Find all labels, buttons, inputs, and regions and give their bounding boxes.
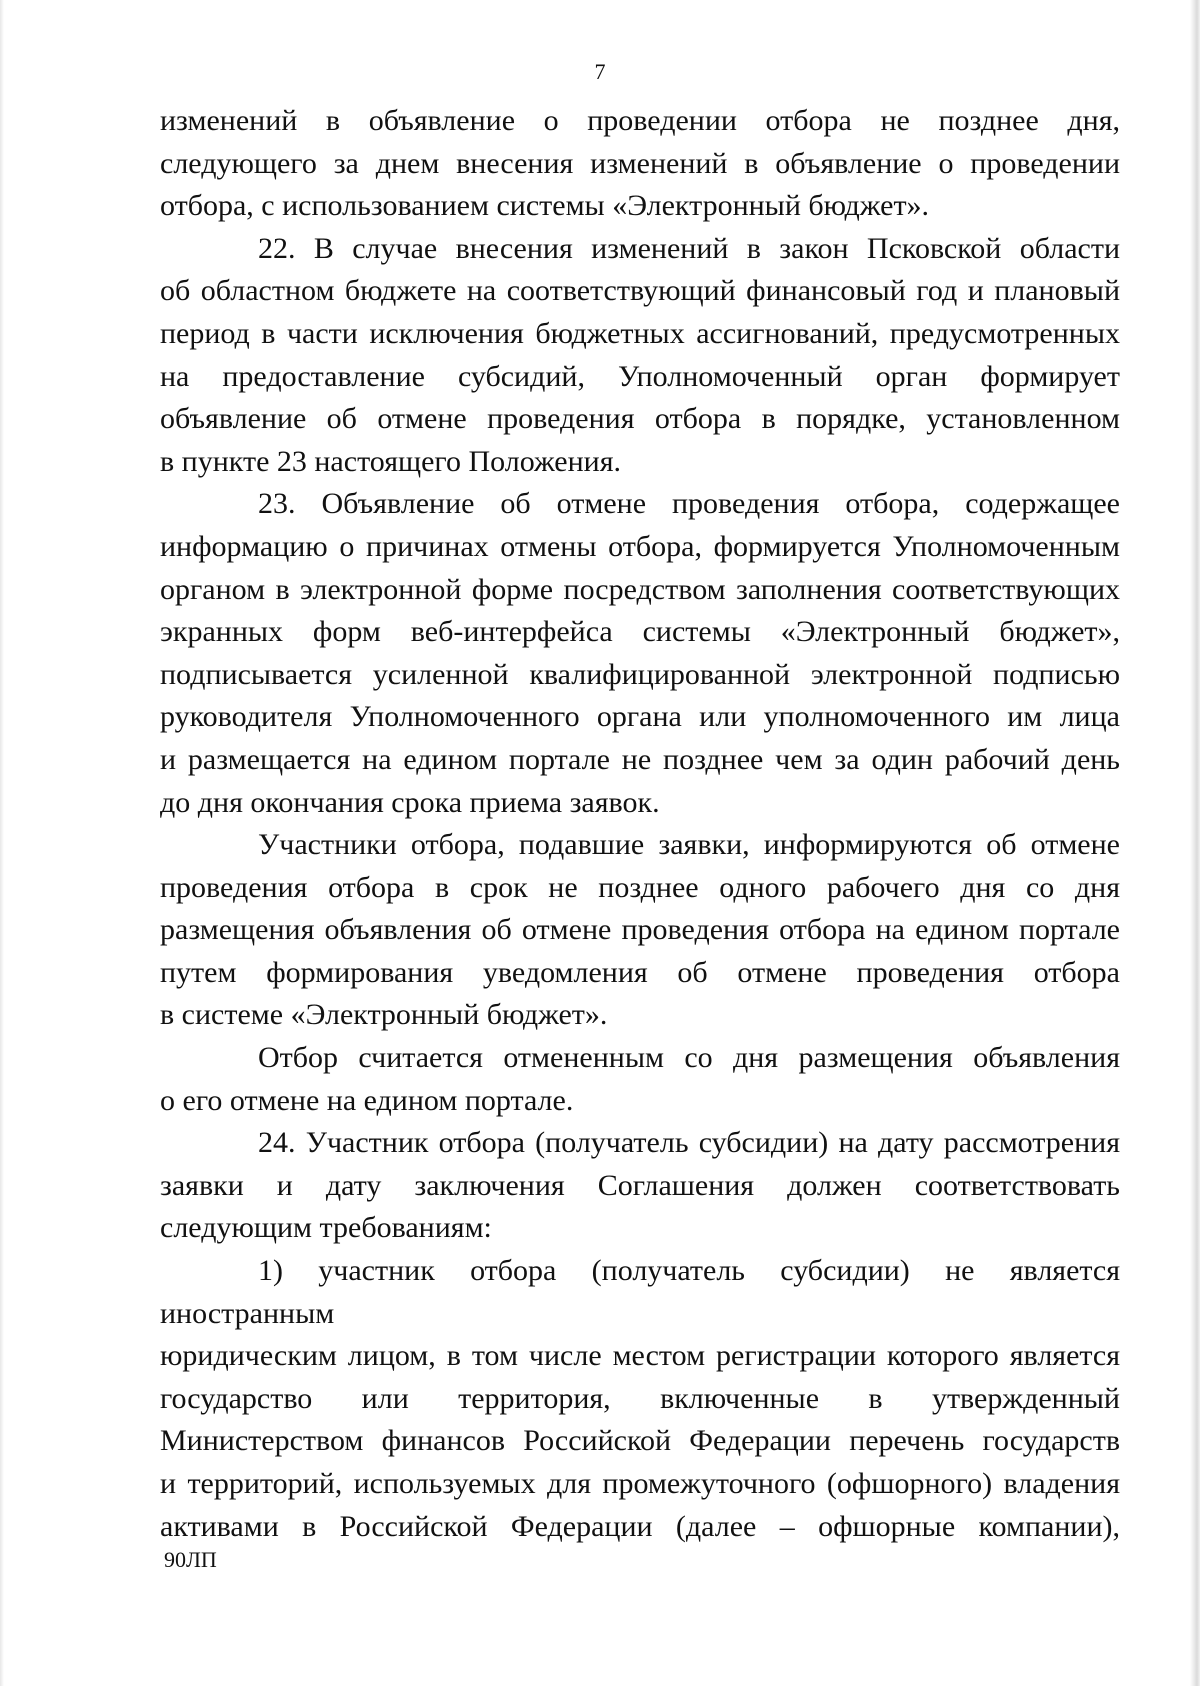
text-line: 23. Объявление об отмене проведения отбора, содержащее bbox=[258, 487, 1120, 521]
text-line: государство или территория, включенные в утвержденный bbox=[160, 1381, 1120, 1415]
text-line: заявки и дату заключения Соглашения должен соответствовать bbox=[160, 1168, 1120, 1202]
text-line: и размещается на едином портале не позднее чем за один рабочий день bbox=[160, 742, 1120, 776]
text-line: следующего за днем внесения изменений в объявление о проведении bbox=[160, 146, 1120, 180]
text-line: Участники отбора, подавшие заявки, информируются об отмене bbox=[258, 828, 1120, 862]
text-line: 22. В случае внесения изменений в закон Псковской области bbox=[258, 231, 1120, 265]
text-line: юридическим лицом, в том числе местом регистрации которого является bbox=[160, 1339, 1120, 1373]
text-line: органом в электронной форме посредством заполнения соответствующих bbox=[160, 572, 1120, 606]
text-line: объявление об отмене проведения отбора в порядке, установленном bbox=[160, 402, 1120, 436]
footer-document-code: 90ЛП bbox=[164, 1547, 217, 1572]
text-line: экранных форм веб-интерфейса системы «Электронный бюджет», bbox=[160, 615, 1120, 649]
text-line: размещения объявления об отмене проведения отбора на едином портале bbox=[160, 913, 1120, 947]
text-line: на предоставление субсидий, Уполномоченный орган формирует bbox=[160, 359, 1120, 393]
text-line: руководителя Уполномоченного органа или уполномоченного им лица bbox=[160, 700, 1120, 734]
text-line: изменений в объявление о проведении отбора не позднее дня, bbox=[160, 104, 1120, 137]
text-line: в системе «Электронный бюджет». bbox=[160, 998, 608, 1032]
text-line: 24. Участник отбора (получатель субсидии) на дату рассмотрения bbox=[258, 1126, 1120, 1160]
text-line: 1) участник отбора (получатель субсидии) не является иностранным bbox=[160, 1254, 1120, 1330]
text-line: проведения отбора в срок не позднее одного рабочего дня со дня bbox=[160, 870, 1120, 904]
scan-edge-right bbox=[1190, 0, 1200, 1686]
text-line: отбора, с использованием системы «Электронный бюджет». bbox=[160, 189, 930, 223]
text-line: Отбор считается отмененным со дня размещения объявления bbox=[258, 1041, 1120, 1075]
page-number: 7 bbox=[594, 59, 606, 84]
text-line: до дня окончания срока приема заявок. bbox=[160, 785, 660, 819]
scan-edge-left bbox=[0, 0, 4, 1686]
text-line: информацию о причинах отмены отбора, формируется Уполномоченным bbox=[160, 529, 1120, 563]
text-line: период в части исключения бюджетных ассигнований, предусмотренных bbox=[160, 316, 1120, 350]
text-line: об областном бюджете на соответствующий финансовый год и плановый bbox=[160, 274, 1120, 308]
text-line: активами в Российской Федерации (далее – офшорные компании), bbox=[160, 1509, 1120, 1543]
text-line: о его отмене на едином портале. bbox=[160, 1083, 574, 1117]
text-line: и территорий, используемых для промежуточного (офшорного) владения bbox=[160, 1467, 1120, 1500]
text-line: путем формирования уведомления об отмене проведения отбора bbox=[160, 955, 1120, 989]
text-line: подписывается усиленной квалифицированной электронной подписью bbox=[160, 657, 1120, 691]
text-line: Министерством финансов Российской Федерации перечень государств bbox=[160, 1424, 1120, 1458]
document-body bbox=[160, 100, 1120, 1548]
text-line: следующим требованиям: bbox=[160, 1211, 492, 1245]
text-line: в пункте 23 настоящего Положения. bbox=[160, 444, 622, 478]
